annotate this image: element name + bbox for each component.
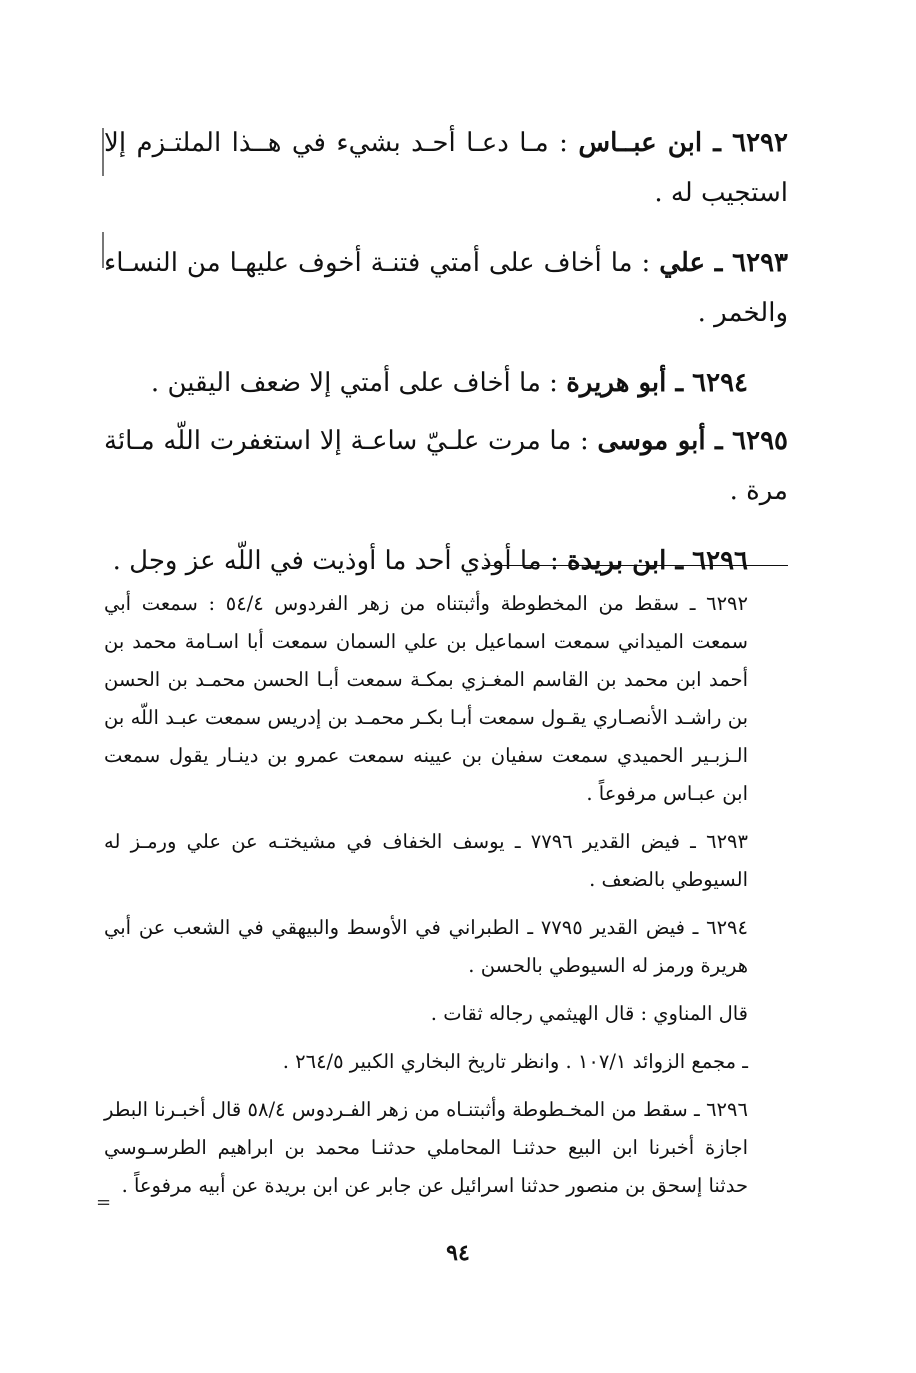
page-number: ٩٤: [446, 1240, 470, 1266]
entry-text: : ما أوذي أحد ما أوذيت في اللّه عز وجل .: [112, 546, 559, 576]
footnote-6296: ٦٢٩٦ ـ سقط من المخـطوطة وأثبتنـاه من زهر الفـردوس ٥٨/٤ قال أخبـرنا البطر اجازة أخبرنا ابن البيع حدثنـا المحاملي حدثنـا محمد بن ابراهيم الطرسـوسي حدثنا إسحق بن منصور حدثنا اسرائيل عن جابر عن ابن بريدة عن أبيه مرفوعاً .: [104, 1098, 748, 1197]
entry-narrator: أبو هريرة: [566, 368, 667, 398]
entry-number: ٦٢٩٣: [732, 248, 788, 278]
entry-text: : مـا دعـا أحـد بشيء في هــذا الملتـزم إلا استجيب له .: [104, 128, 788, 208]
entry-number: ٦٢٩٥: [732, 426, 788, 456]
footnote-6293: ٦٢٩٣ ـ فيض القدير ٧٧٩٦ ـ يوسف الخفاف في مشيختـه عن علي ورمـز له السيوطي بالضعف .: [104, 830, 749, 891]
entry-number: ٦٢٩٤: [692, 368, 748, 398]
entry-text: : ما مرت علـيّ ساعـة إلا استغفرت اللّه مـائة مرة .: [104, 426, 788, 506]
entry-number: ٦٢٩٢: [732, 128, 788, 158]
footnote-6292: ٦٢٩٢ ـ سقط من المخطوطة وأثبتناه من زهر الفردوس ٥٤/٤ : سمعت أبي سمعت الميداني سمعت اسماعيل بن علي السمان سمعت أبا اسـامة محمد بن أحمد ابن محمد بن القاسم المغـزي بمكـة سمعت أبـا الحسن محمـد بن الحسن بن راشـد الأنصـاري يقـول سمعت أبـا بكـر محمـد بن إدريس سمعت عبـد اللّه بن الـزبـير الحميدي سمعت سفيان بن عيينه سمعت عمرو بن دينـار يقول سمعت ابن عبـاس مرفوعاً .: [104, 592, 748, 805]
footnotes: [104, 585, 788, 1215]
entry-narrator: ابن بريدة: [567, 546, 667, 576]
main-text: [104, 118, 788, 606]
footnote-6294: ٦٢٩٤ ـ فيض القدير ٧٧٩٥ ـ الطبراني في الأوسط والبيهقي في الشعب عن أبي هريرة ورمز له السيوطي بالحسن .: [104, 916, 748, 977]
footnote-zawaid: ـ مجمع الزوائد ١٠٧/١ . وانظر تاريخ البخاري الكبير ٢٦٤/٥ .: [282, 1050, 748, 1073]
entry-text: : ما أخاف على أمتي إلا ضعف اليقين .: [150, 368, 558, 398]
entry-6294: ٦٢٩٤ ـ أبو هريرة : ما أخاف على أمتي إلا ضعف اليقين .: [150, 368, 748, 398]
entry-narrator: أبو موسى: [597, 426, 706, 456]
entry-6292: ٦٢٩٢ ـ ابن عبــاس : مـا دعـا أحـد بشيء في هــذا الملتـزم إلا استجيب له .: [104, 128, 788, 208]
footnote-separator: [484, 565, 788, 566]
entry-number: ٦٢٩٦: [692, 546, 748, 576]
entry-6296: ٦٢٩٦ ـ ابن بريدة : ما أوذي أحد ما أوذيت في اللّه عز وجل .: [112, 546, 748, 576]
margin-mark: =: [96, 1192, 112, 1213]
footnote-manawi: قال المناوي : قال الهيثمي رجاله ثقات .: [430, 1002, 748, 1025]
entry-6293: ٦٢٩٣ ـ علي : ما أخاف على أمتي فتنـة أخوف عليهـا من النسـاء والخمر .: [104, 248, 788, 328]
entry-text: : ما أخاف على أمتي فتنـة أخوف عليهـا من النسـاء والخمر .: [104, 248, 788, 328]
entry-narrator: علي: [659, 248, 706, 278]
entry-6295: ٦٢٩٥ ـ أبو موسى : ما مرت علـيّ ساعـة إلا استغفرت اللّه مـائة مرة .: [104, 426, 788, 506]
entry-narrator: ابن عبــاس: [578, 128, 703, 158]
